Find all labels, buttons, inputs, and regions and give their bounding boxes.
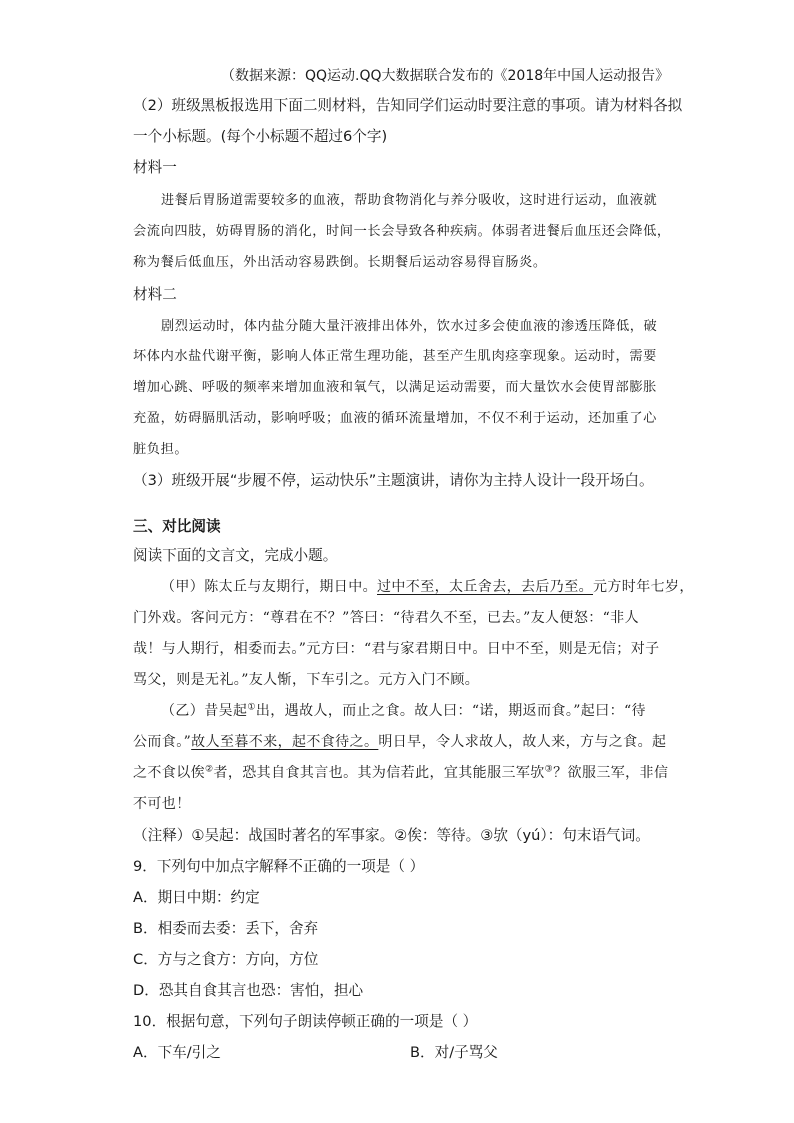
material-1-line-2: 会流向四肢，妨碍胃肠的消化，时间一长会导致各种疾病。体弱者进餐后血压还会降低， — [133, 224, 671, 239]
question-2-line-2: 一个小标题。(每个小标题不超过6个字) — [133, 128, 388, 145]
passage-yi-line-3-end: ？欲服三军，非信 — [553, 765, 669, 781]
passage-yi-line-1-start: （乙）昔吴起 — [161, 703, 248, 719]
material-1-line-1: 进餐后胃肠道需要较多的血液，帮助食物消化与养分吸收，这时进行运动，血液就 — [161, 193, 658, 208]
annotations: （注释）①吴起：战国时著名的军事家。②俟：等待。③欤（yú）：句末语气词。 — [133, 827, 650, 844]
passage-yi-line-4: 不可也！ — [133, 796, 191, 812]
material-2-line-3: 增加心跳、呼吸的频率来增加血液和氧气，以满足运动需要，而大量饮水会使胃部膨胀 — [133, 380, 657, 395]
passage-jia-line-1-end: 元方时年七岁， — [593, 579, 694, 595]
passage-jia-line-1 — [161, 577, 694, 597]
material-2-line-4: 充盈，妨碍膈肌活动，影响呼吸；血液的循环流量增加，不仅不利于运动，还加重了心 — [133, 411, 657, 426]
footnote-marker-2: ② — [205, 764, 214, 775]
material-1-title: 材料一 — [133, 159, 177, 176]
question-10-option-a: A．下车/引之 — [133, 1044, 221, 1061]
passage-jia-line-4: 骂父，则是无礼。”友人惭，下车引之。元方入门不顾。 — [133, 672, 480, 688]
material-2-line-2: 坏体内水盐代谢平衡，影响人体正常生理功能，甚至产生肌肉痉挛现象。运动时，需要 — [133, 349, 657, 364]
question-9-option-c: C．方与之食方：方向，方位 — [133, 951, 319, 968]
passage-jia-line-3: 哉！与人期行，相委而去。”元方曰：“君与家君期日中。日中不至，则是无信；对子 — [133, 641, 660, 657]
passage-jia-underlined-sentence: 过中不至，太丘舍去，去后乃至。 — [377, 579, 593, 595]
passage-yi-line-2-end: 明日早，令人求故人，故人来，方与之食。起 — [378, 734, 667, 750]
passage-jia-line-2: 门外戏。客问元方：“尊君在不？”答曰：“待君久不至，已去。”友人便怒：“非人 — [133, 610, 639, 626]
question-9-stem: 9．下列句中加点字解释不正确的一项是（ ） — [133, 858, 425, 875]
passage-yi-line-1-end: 出，遇故人，而止之食。故人曰：“诺，期返而食。”起曰：“待 — [255, 703, 646, 719]
footnote-marker-1: ① — [247, 702, 256, 713]
data-source-line: （数据来源：QQ运动.QQ大数据联合发布的《2018年中国人运动报告》 — [221, 68, 670, 84]
question-9-option-a: A．期日中期：约定 — [133, 889, 260, 906]
passage-yi-line-2-start: 公而食。” — [133, 734, 192, 750]
question-10-stem: 10．根据句意，下列句子朗读停顿正确的一项是（ ） — [133, 1013, 478, 1030]
passage-yi-line-3 — [133, 763, 668, 783]
section-3-heading: 三、对比阅读 — [133, 518, 221, 535]
passage-yi-line-1 — [161, 701, 646, 721]
section-3-intro: 阅读下面的文言文，完成小题。 — [133, 547, 338, 564]
material-2-line-5: 脏负担。 — [133, 442, 189, 457]
passage-yi-line-3-start: 之不食以俟 — [133, 765, 205, 781]
passage-yi-line-3-middle: 者，恐其自食其言也。其为信若此，宜其能服三军欤 — [213, 765, 545, 781]
material-2-line-1: 剧烈运动时，体内盐分随大量汗液排出体外，饮水过多会使血液的渗透压降低，破 — [161, 319, 658, 334]
question-3: （3）班级开展“步履不停，运动快乐”主题演讲，请你为主持人设计一段开场白。 — [133, 472, 654, 489]
passage-yi-underlined-sentence: 故人至暮不来，起不食待之。 — [191, 734, 379, 750]
question-10-option-b: B．对/子骂父 — [410, 1044, 498, 1061]
footnote-marker-3: ③ — [544, 764, 554, 775]
material-2-title: 材料二 — [133, 286, 177, 303]
question-2-line-1: （2）班级黑板报选用下面二则材料，告知同学们运动时要注意的事项。请为材料各拟 — [133, 97, 683, 114]
passage-yi-line-2 — [133, 732, 666, 752]
question-9-option-d: D．恐其自食其言也恐：害怕，担心 — [133, 982, 364, 999]
question-9-option-b: B．相委而去委：丢下，舍弃 — [133, 920, 319, 937]
passage-jia-line-1-start: （甲）陈太丘与友期行，期日中。 — [161, 579, 377, 595]
material-1-line-3: 称为餐后低血压，外出活动容易跌倒。长期餐后运动容易得盲肠炎。 — [133, 255, 547, 270]
